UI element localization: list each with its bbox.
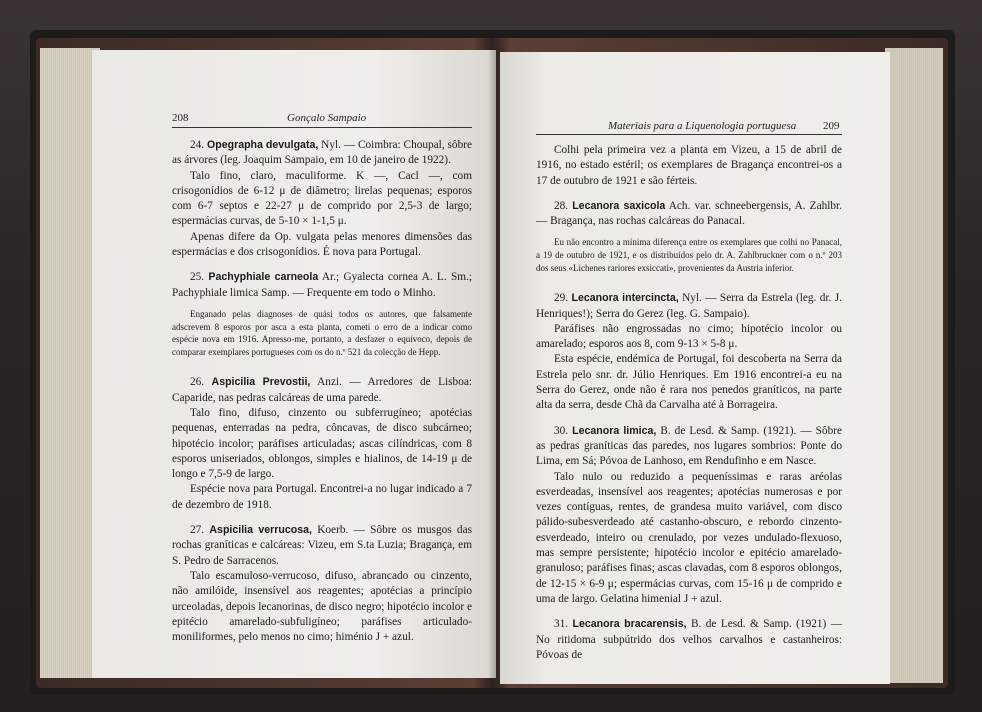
species-name: Aspicilia verrucosa, xyxy=(209,524,312,537)
entry-number: 27. xyxy=(190,524,210,537)
entry-number: 28. xyxy=(554,199,573,212)
paragraph-gap xyxy=(536,274,842,281)
paragraph-gap xyxy=(536,607,842,617)
entry-number: 31. xyxy=(554,618,573,631)
entry-number: 30. xyxy=(554,424,573,437)
right-page-number: 209 xyxy=(823,120,840,132)
left-running-head: Gonçalo Sampaio xyxy=(287,112,367,124)
entry-text: Ach. var. schneebergensis, A. Zahlbr. — Bragança, nas rochas calcáreas do Panacal. xyxy=(536,199,842,228)
paragraph-gap xyxy=(172,260,472,270)
entry-text: B. de Lesd. & Samp. (1921) — No ritidoma subpútrido dos velhos carvalhos e castanheiros: Póvoas de xyxy=(536,618,842,661)
entry-text: Nyl. — Coimbra: Choupal, sôbre as árvores (leg. Joaquim Sampaio, em 10 de janeiro de 1922). xyxy=(172,139,472,167)
entry-text: Koerb. — Sôbre os musgos das rochas graníticas e calcáreas: Vizeu, em S.ta Luzia; Bragança, em S. Pedro de Sarracenos. xyxy=(172,524,472,567)
species-entry xyxy=(172,375,472,406)
left-page xyxy=(92,50,496,678)
species-name: Pachyphiale carneola xyxy=(208,271,319,284)
body-paragraph: Colhi pela primeira vez a planta em Vizeu, a 15 de abril de 1916, no estado estéril; os exemplares de Bragança encontrei-os a 17 de outubro de 1921 e são férteis. xyxy=(536,144,842,187)
right-running-head: Materiais para a Liquenologia portuguesa xyxy=(608,120,797,132)
species-name: Lecanora intercincta, xyxy=(571,292,679,305)
footnote-paragraph: Eu não encontro a mínima diferença entre os exemplares que colhi no Panacal, a 19 de outubro de 1921, e os distribuídos pelo dr. A. Zahlbruckner com o n.º 203 dos seus «Lichenes rariores exsiccati», provenientes da Austria inferior. xyxy=(536,237,842,273)
species-entry xyxy=(172,138,472,169)
paragraph-gap xyxy=(536,229,842,236)
body-paragraph: Talo fino, claro, maculiforme. K —, Cacl —, com crisogonídios de 6-12 μ de diâmetro; lirelas pequenas; esporos com 6-7 septos e 22-27 μ de comprido por 2,5-3 de largo; espermácias curvas, de 5-10 × 1-1,5 μ. xyxy=(172,169,472,228)
paragraph-gap xyxy=(172,365,472,375)
body-paragraph: Esta espécie, endémica de Portugal, foi descoberta na Serra da Estrela pelo snr. dr. Júlio Henriques. Em 1916 encontrei-a eu na Serra do Gerez, onde não é rara nos penedos graníticos, na parte alta da serra, desde Chã da Carvalha até à Borrageira. xyxy=(536,353,842,412)
right-page-text xyxy=(536,143,842,663)
left-page-stack xyxy=(40,48,100,678)
body-paragraph: Talo fino, difuso, cinzento ou subferrugíneo; apotécias pequenas, enterradas na pedra, côncavas, de disco subcárneo; hipotécio incolor; paráfises articuladas; ascas cilíndricas, com 8 esporos uniseriados, oblongos, simples e hialinos, de 14-19 μ de longo e 7,5-9 de largo. xyxy=(172,406,472,481)
species-name: Lecanora bracarensis, xyxy=(572,618,687,631)
body-paragraph: Talo nulo ou reduzido a pequeníssimas e raras aréolas esverdeadas, insensível aos reagentes; apotécias numerosas e por vezes contíguas, rentes, de grandesa muito variável, com disco pálido-subesverdeado até castanho-obscuro, e rebordo cinzento-esverdeado, inteiro ou crenulado, por vezes undulado-flexuoso, mas sempre persistente; hipotécio incolor e epitécio amarelado-granuloso; paráfises finas; ascas clavadas, com 8 esporos oblongos, de 12-15 × 6-9 μ; espermácias curvas, com 15-16 μ de comprido e uma de largo. Gelatina himenial J + azul. xyxy=(536,470,842,605)
species-entry xyxy=(536,291,842,322)
body-paragraph: Paráfises não engrossadas no cimo; hipotécio incolor ou amarelado; esporos aos 8, com 9-13 × 5-8 μ. xyxy=(536,322,842,351)
right-header-rule xyxy=(536,134,842,135)
footnote-paragraph: Enganado pelas diagnoses de quási todos os autores, que falsamente adscrevem 8 esporos por asca a esta planta, cometi o erro de a indicar como espécie nova em 1916. Apresso-me, portanto, a desfazer o equívoco, depois de comparar exemplares portugueses com os do n.º 521 da colecção de Hepp. xyxy=(172,308,472,357)
paragraph-gap xyxy=(172,358,472,365)
species-entry xyxy=(172,523,472,569)
species-name: Lecanora limica, xyxy=(572,424,657,437)
species-entry xyxy=(172,270,472,301)
entry-text: B. de Lesd. & Samp. (1921). — Sôbre as pedras graníticas das paredes, nos lugares sombrios: Ponte do Lima, em Sá; Póvoa de Lanhoso, em Rendufinho e em Nasce. xyxy=(536,424,843,468)
entry-text: Ar.; Gyalecta cornea A. L. Sm.; Pachyphiale limica Samp. — Frequente em todo o Minho. xyxy=(172,271,472,299)
entry-number: 24. xyxy=(190,139,207,151)
paragraph-gap xyxy=(536,281,842,291)
entry-number: 29. xyxy=(554,292,572,305)
species-entry xyxy=(536,617,842,663)
species-name: Opegrapha devulgata, xyxy=(207,139,319,151)
paragraph-gap xyxy=(172,513,472,523)
body-paragraph: Apenas difere da Op. vulgata pelas menores dimensões das espermácias e dos crisogonídios. É nova para Portugal. xyxy=(172,230,472,259)
species-entry xyxy=(536,199,842,230)
body-paragraph: Espécie nova para Portugal. Encontrei-a no lugar indicado a 7 de dezembro de 1918. xyxy=(172,483,472,511)
entry-number: 26. xyxy=(190,376,212,389)
entry-text: Nyl. — Serra da Estrela (leg. dr. J. Henriques!); Serra do Gerez (leg. G. Sampaio). xyxy=(536,292,842,320)
body-paragraph: Talo escamuloso-verrucoso, difuso, abrancado ou cinzento, não amilóide, insensível aos reagentes; apotécias a princípio urceoladas, depois lecanorinas, de disco negro; hipotécio incolor e epitécio amarelado-subfuligíneo; paráfises articulado-moniliformes, pelo menos no cimo; himénio J + azul. xyxy=(172,569,472,644)
species-name: Lecanora saxicola xyxy=(572,199,666,212)
entry-number: 25. xyxy=(190,271,209,284)
paragraph-gap xyxy=(172,301,472,308)
right-page-stack xyxy=(885,48,943,683)
entry-text: Anzi. — Arredores de Lisboa: Caparide, nas pedras calcáreas de uma parede. xyxy=(172,376,472,404)
species-entry xyxy=(536,424,842,470)
right-page xyxy=(500,52,890,684)
paragraph-gap xyxy=(536,414,842,424)
species-name: Aspicilia Prevostii, xyxy=(211,376,311,389)
left-page-number: 208 xyxy=(172,112,189,124)
paragraph-gap xyxy=(536,189,842,199)
left-header-rule xyxy=(172,127,472,128)
left-page-text xyxy=(172,138,472,645)
